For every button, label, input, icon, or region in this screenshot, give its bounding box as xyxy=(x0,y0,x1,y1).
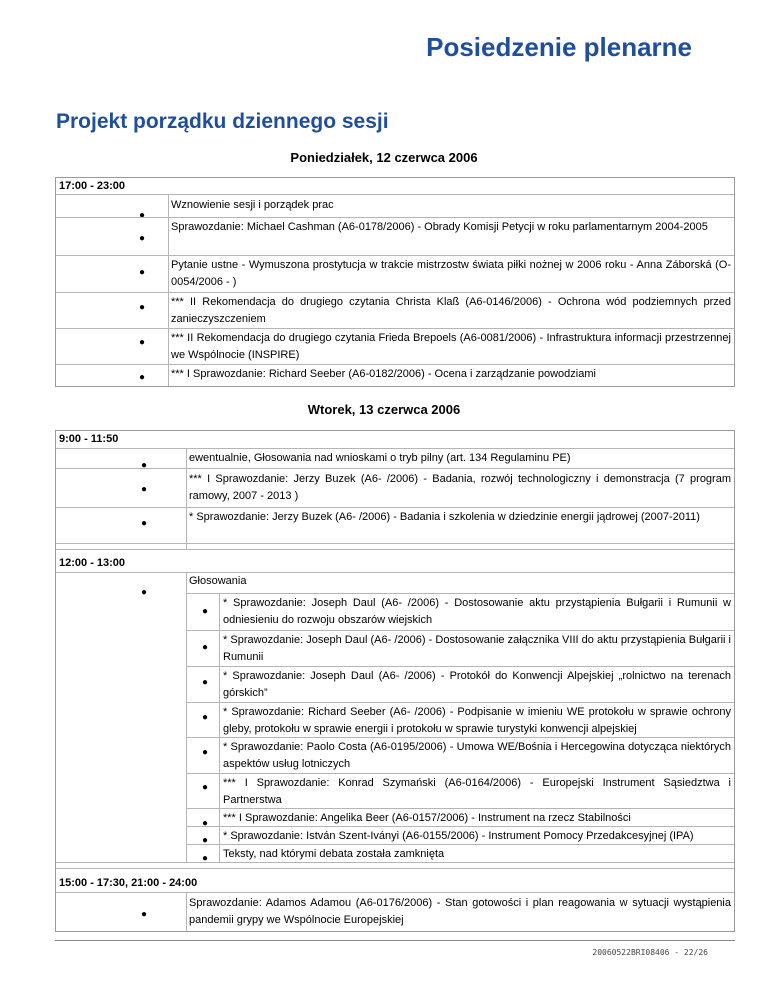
bullet-icon: ● xyxy=(202,818,209,829)
bullet-icon: ● xyxy=(139,267,146,278)
agenda-heading: Projekt porządku dziennego sesji xyxy=(56,110,389,133)
agenda-item: * Sprawozdanie: Jerzy Buzek (A6- /2006) - Badania i szkolenia w dziedzinie energii jądrowej (2007-2011) xyxy=(189,511,700,523)
bullet-icon: ● xyxy=(139,372,146,383)
bullet-icon: ● xyxy=(141,460,148,471)
agenda-item: *** II Rekomendacja do drugiego czytania Christa Klaß (A6-0146/2006) - Ochrona wód podziemnych przed zanieczyszczeniem xyxy=(171,296,731,325)
bullet-icon: ● xyxy=(202,712,209,723)
agenda-item: *** I Sprawozdanie: Jerzy Buzek (A6- /2006) - Badania, rozwój technologiczny i demonstracja (7 program ramowy, 2007 - 2013 ) xyxy=(189,473,731,502)
bullet-icon: ● xyxy=(141,484,148,495)
agenda-item: Pytanie ustne - Wymuszona prostytucja w trakcie mistrzostw świata piłki nożnej w 2006 roku - Anna Záborská (O-0054/2006 - ) xyxy=(171,259,731,288)
sub-agenda-item: Teksty, nad którymi debata została zamknięta xyxy=(223,848,445,860)
bullet-icon: ● xyxy=(141,518,148,529)
sub-agenda-item: * Sprawozdanie: Joseph Daul (A6- /2006) - Protokół do Konwencji Alpejskiej „rolnictwo na terenach górskich” xyxy=(223,670,731,699)
sub-agenda-item: * Sprawozdanie: Paolo Costa (A6-0195/2006) - Umowa WE/Bośnia i Hercegowina dotycząca niektórych aspektów usług lotniczych xyxy=(223,741,731,770)
agenda-item: Sprawozdanie: Adamos Adamou (A6-0176/2006) - Stan gotowości i plan reagowania w sytuacji wystąpienia pandemii grypy we Wspólnocie Europejskiej xyxy=(189,897,731,926)
bullet-icon: ● xyxy=(202,835,209,846)
bullet-icon: ● xyxy=(139,233,146,244)
bullet-icon: ● xyxy=(139,337,146,348)
bullet-icon: ● xyxy=(141,909,148,920)
agenda-item: ewentualnie, Głosowania nad wnioskami o tryb pilny (art. 134 Regulaminu PE) xyxy=(189,452,571,464)
page-reference: 20060522BRI08406 - 22/26 xyxy=(592,948,708,957)
sub-agenda-item: *** I Sprawozdanie: Konrad Szymański (A6-0164/2006) - Europejski Instrument Sąsiedztwa i Partnerstwa xyxy=(223,777,731,806)
bullet-icon: ● xyxy=(139,302,146,313)
sub-agenda-item: *** I Sprawozdanie: Angelika Beer (A6-0157/2006) - Instrument na rzecz Stabilności xyxy=(223,812,631,824)
bullet-icon: ● xyxy=(202,606,209,617)
bullet-icon: ● xyxy=(202,747,209,758)
agenda-table-tuesday xyxy=(55,430,735,932)
time-slot: 12:00 - 13:00 xyxy=(59,557,126,569)
agenda-item: Wznowienie sesji i porządek prac xyxy=(171,199,334,211)
bullet-icon: ● xyxy=(202,642,209,653)
agenda-table-monday xyxy=(55,177,735,387)
bullet-icon: ● xyxy=(202,677,209,688)
day-heading-monday: Poniedziałek, 12 czerwca 2006 xyxy=(290,150,478,165)
time-slot: 9:00 - 11:50 xyxy=(59,433,119,445)
bullet-icon: ● xyxy=(139,210,146,221)
time-slot: 17:00 - 23:00 xyxy=(59,180,126,192)
sub-agenda-item: * Sprawozdanie: István Szent-Iványi (A6-0155/2006) - Instrument Pomocy Przedakcesyjnej (IPA) xyxy=(223,830,694,842)
sub-agenda-item: * Sprawozdanie: Joseph Daul (A6- /2006) - Dostosowanie aktu przystąpienia Bułgarii i Rumunii w odniesieniu do rozwoju obszarów wiejskich xyxy=(223,597,731,626)
footer-divider xyxy=(55,940,735,941)
page-title: Posiedzenie plenarne xyxy=(426,32,692,62)
bullet-icon: ● xyxy=(202,853,209,864)
day-heading-tuesday: Wtorek, 13 czerwca 2006 xyxy=(307,402,461,417)
agenda-item: *** II Rekomendacja do drugiego czytania Frieda Brepoels (A6-0081/2006) - Infrastruktura informacji przestrzennej we Wspólnocie (INSPIRE) xyxy=(171,332,731,361)
bullet-icon: ● xyxy=(141,587,148,598)
agenda-item: *** I Sprawozdanie: Richard Seeber (A6-0182/2006) - Ocena i zarządzanie powodziami xyxy=(171,368,596,380)
agenda-item: Głosowania xyxy=(189,575,247,587)
time-slot: 15:00 - 17:30, 21:00 - 24:00 xyxy=(59,877,198,889)
sub-agenda-item: * Sprawozdanie: Richard Seeber (A6- /2006) - Podpisanie w imieniu WE protokołu w sprawie ochrony gleby, protokołu w sprawie energii i protokołu w sprawie turystyki konwencji alpejskiej xyxy=(223,706,731,735)
sub-agenda-item: * Sprawozdanie: Joseph Daul (A6- /2006) - Dostosowanie załącznika VIII do aktu przystąpienia Bułgarii i Rumunii xyxy=(223,634,731,663)
bullet-icon: ● xyxy=(202,782,209,793)
agenda-item: Sprawozdanie: Michael Cashman (A6-0178/2006) - Obrady Komisji Petycji w roku parlamentarnym 2004-2005 xyxy=(171,221,708,233)
